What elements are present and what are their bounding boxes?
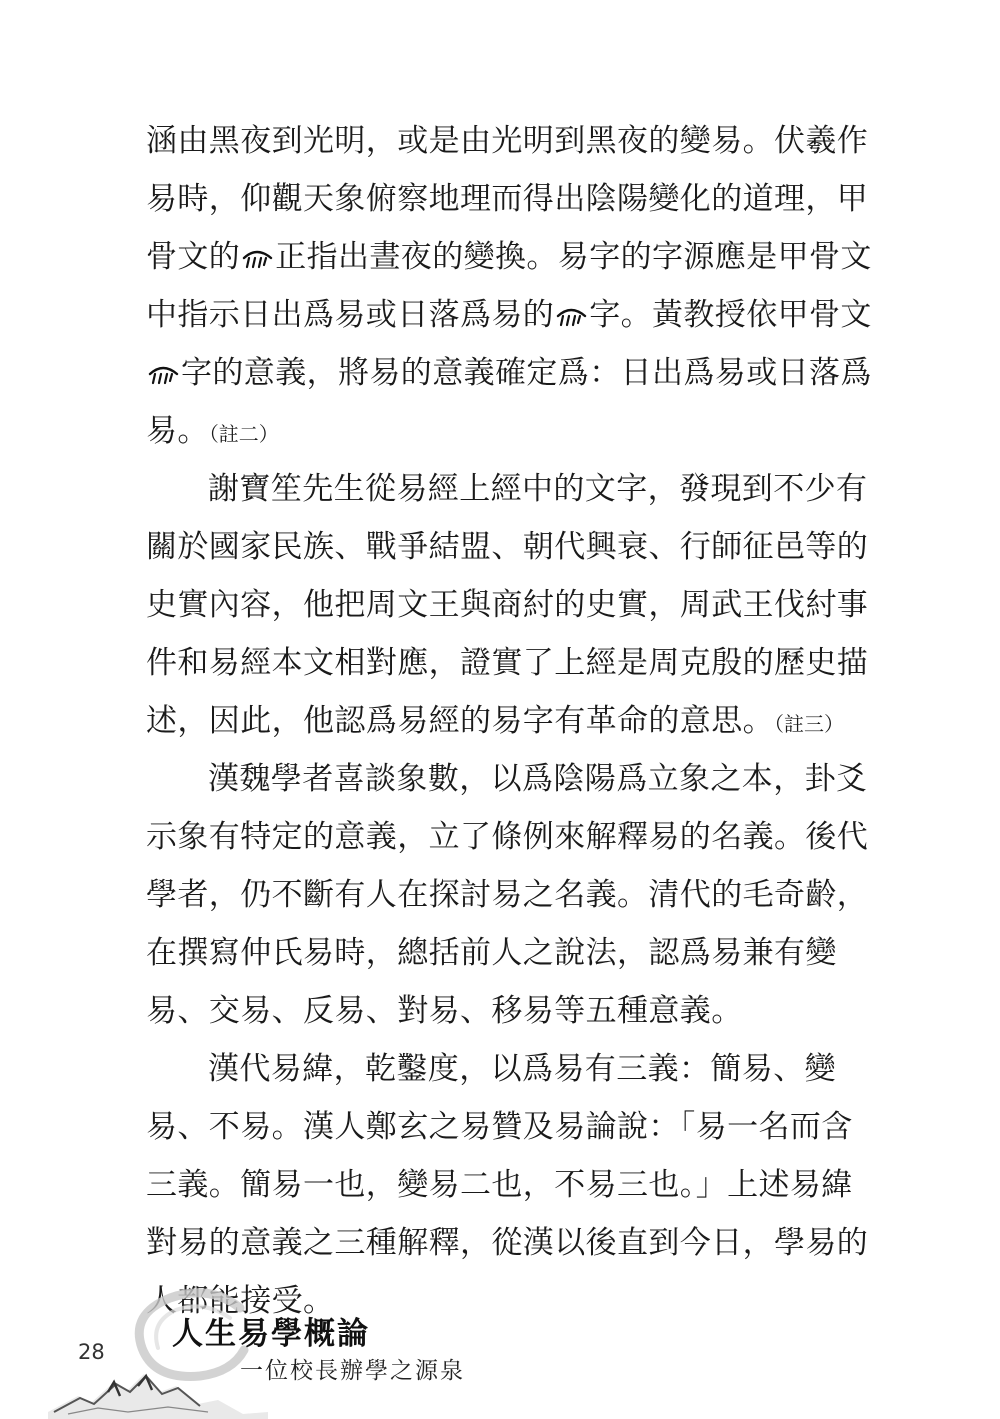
oracle-bone-glyph-icon	[148, 361, 179, 385]
text-line	[146, 634, 869, 692]
line-text: 涵由黑夜到光明，或是由光明到黑夜的變易。伏羲作	[146, 123, 869, 159]
line-text: 三義。簡易一也，變易二也，不易三也。」上述易緯	[146, 1167, 853, 1203]
text-line	[146, 1098, 853, 1156]
text-line	[146, 924, 837, 982]
line-text: 中指示日出爲易或日落爲易的	[146, 297, 555, 333]
line-text: 易、交易、反易、對易、移易等五種意義。	[146, 993, 743, 1029]
line-text: 在撰寫仲氏易時，總括前人之說法，認爲易兼有變	[146, 935, 837, 971]
text-line	[146, 1040, 836, 1098]
text-line	[146, 808, 869, 866]
line-text: 易、不易。漢人鄭玄之易贊及易論說：「易一名而含	[146, 1109, 853, 1145]
text-line	[146, 344, 872, 402]
line-text: 正指出晝夜的變換。易字的字源應是甲骨文	[275, 239, 872, 275]
oracle-bone-glyph-icon	[242, 245, 273, 269]
text-line	[146, 866, 869, 924]
line-text: 關於國家民族、戰爭結盟、朝代興衰、行師征邑等的	[146, 529, 869, 565]
line-text: 易。	[146, 413, 209, 449]
text-line	[146, 170, 869, 228]
page-footer	[0, 1280, 1000, 1419]
page-number: 28	[78, 1340, 105, 1364]
line-text: 件和易經本文相對應，證實了上經是周克殷的歷史描	[146, 645, 869, 681]
line-text: 字的意義，將易的意義確定爲：日出爲易或日落爲	[181, 355, 872, 391]
text-line	[146, 228, 872, 286]
book-title: 人生易學概論	[172, 1316, 370, 1352]
text-line	[146, 982, 826, 1040]
line-text: 史實內容，他把周文王與商紂的史實，周武王伐紂事	[146, 587, 869, 623]
book-subtitle: 一位校長辦學之源泉	[240, 1358, 465, 1384]
text-line	[146, 112, 869, 170]
footnote-ref: （註二）	[208, 422, 279, 446]
line-text: 對易的意義之三種解釋，從漢以後直到今日，學易的	[146, 1225, 869, 1261]
body-text	[146, 112, 872, 1330]
text-line	[146, 750, 868, 808]
text-line	[146, 1156, 853, 1214]
line-text: 謝寶笙先生從易經上經中的文字，發現到不少有	[208, 471, 868, 507]
line-text: 述，因此，他認爲易經的易字有革命的意思。	[146, 703, 774, 739]
text-line	[146, 576, 869, 634]
line-text: 學者，仍不斷有人在探討易之名義。清代的毛奇齡，	[146, 877, 869, 913]
text-line	[146, 692, 844, 750]
text-line	[146, 1214, 869, 1272]
footnote-ref: （註三）	[774, 712, 844, 736]
line-text: 示象有特定的意義，立了條例來解釋易的名義。後代	[146, 819, 869, 855]
text-line	[146, 286, 872, 344]
line-text: 漢代易緯，乾鑿度，以爲易有三義：簡易、變	[208, 1051, 836, 1087]
line-text: 易時，仰觀天象俯察地理而得出陰陽變化的道理，甲	[146, 181, 869, 217]
line-text: 漢魏學者喜談象數，以爲陰陽爲立象之本，卦爻	[208, 761, 868, 797]
oracle-bone-glyph-icon	[556, 303, 587, 327]
line-text: 人都能接受。	[146, 1283, 335, 1319]
text-line	[146, 518, 869, 576]
line-text: 字。黃教授依甲骨文	[589, 297, 872, 333]
text-line	[146, 402, 826, 460]
line-text: 骨文的	[146, 239, 241, 275]
text-line	[146, 460, 868, 518]
